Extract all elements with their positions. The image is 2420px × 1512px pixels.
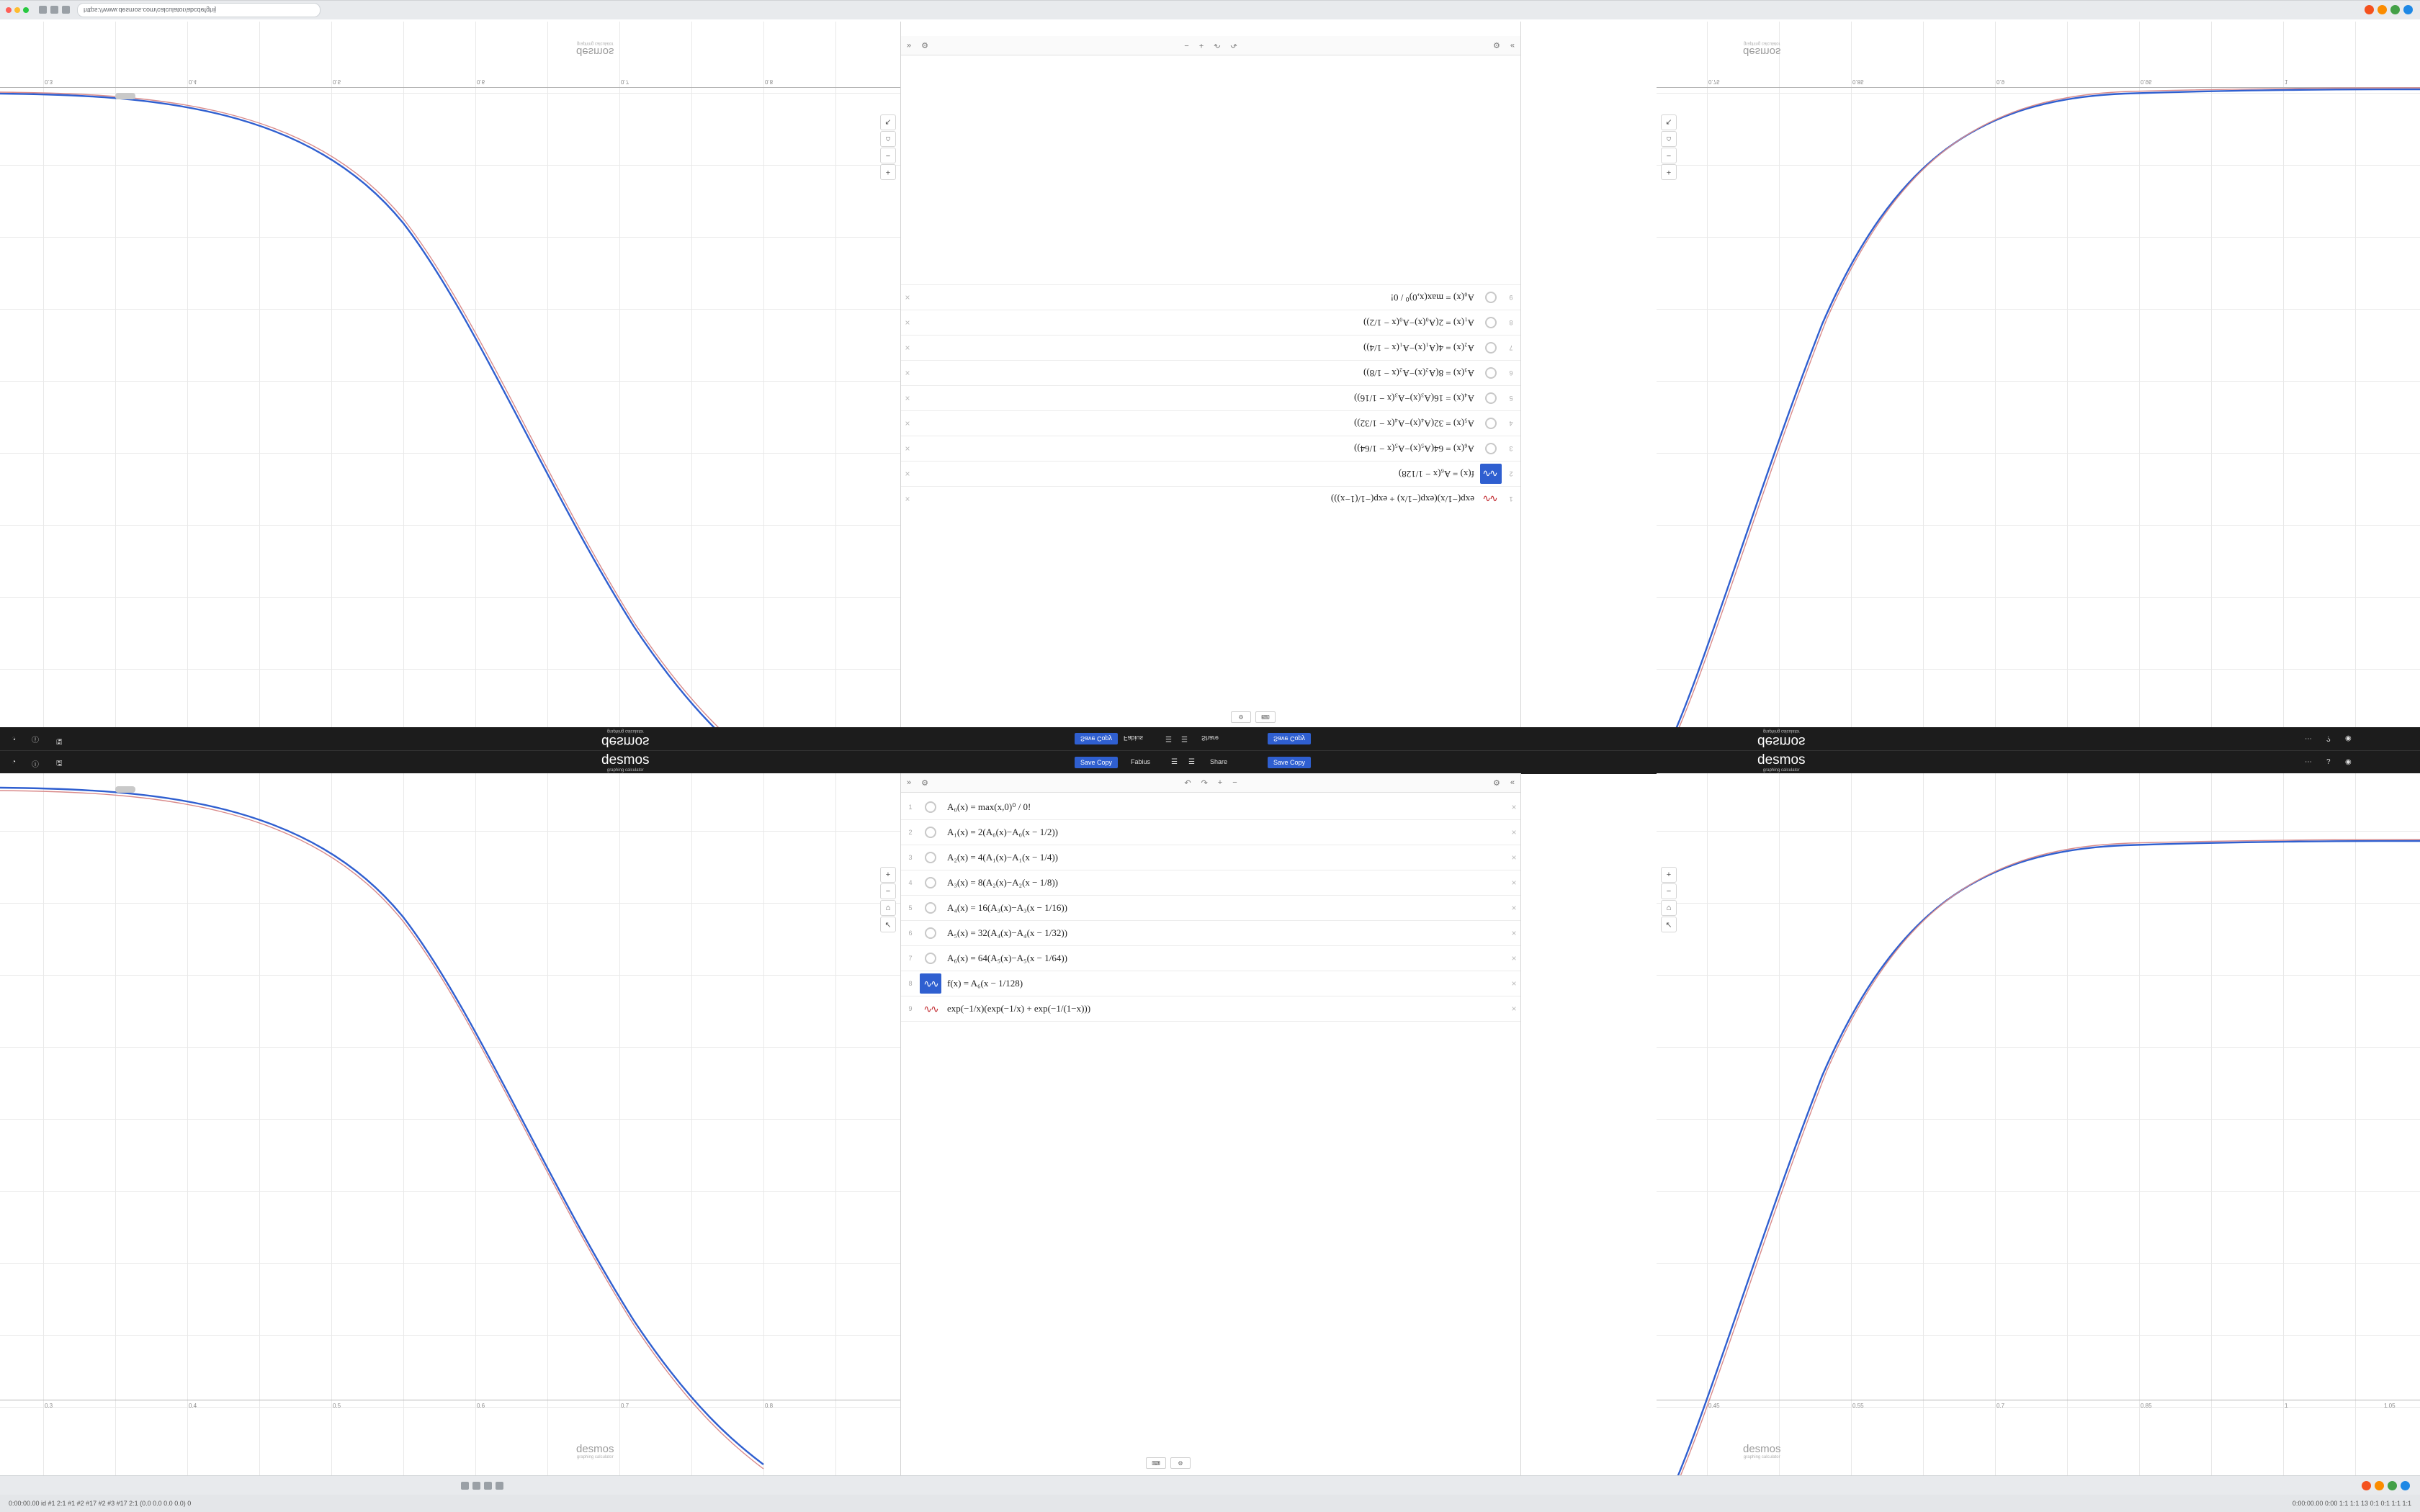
desmos-logo-right[interactable]: desmos graphing calculator — [1757, 729, 1806, 749]
desmos-logo-left[interactable]: desmos graphing calculator — [601, 729, 650, 749]
zoom-in-button[interactable]: + — [1217, 778, 1223, 787]
table-row[interactable] — [901, 870, 1520, 896]
table-row[interactable] — [901, 795, 1520, 820]
delete-expression-icon[interactable]: × — [905, 292, 910, 302]
top-browser-chrome — [0, 0, 2420, 19]
graph-tools-bottom-left[interactable] — [880, 867, 896, 932]
bottom-browser-chrome — [0, 1475, 2420, 1495]
circle-icon — [925, 953, 936, 964]
expression-math[interactable]: f(x) = A₆(x − 1/128) — [1398, 469, 1474, 480]
zoom-in-button[interactable]: + — [1198, 41, 1204, 50]
expression-math[interactable]: f(x) = A₆(x − 1/128) — [947, 978, 1023, 989]
row-index: 9 — [908, 1005, 913, 1012]
desmos-watermark-bottom-left: desmos graphing calculator — [576, 1443, 614, 1459]
save-icon[interactable]: 🖫 — [56, 737, 63, 745]
delete-expression-icon[interactable]: × — [905, 318, 910, 328]
row-index: 1 — [1509, 495, 1513, 503]
delete-expression-icon[interactable]: × — [905, 343, 910, 353]
expression-math[interactable]: A₂(x) = 4(A₁(x)−A₁(x − 1/4)) — [947, 852, 1059, 863]
table-row[interactable] — [901, 486, 1520, 511]
circle-icon — [1485, 418, 1497, 429]
graph-curves-top-right — [1657, 22, 2420, 727]
help-icon[interactable]: ? — [2326, 734, 2331, 742]
expression-panel-bottom[interactable] — [900, 773, 1521, 1479]
forward-icon — [472, 1482, 480, 1490]
fabius-label-left-2: Fabius — [1131, 758, 1151, 765]
expression-list-top[interactable] — [901, 284, 1520, 511]
black-bar-lower[interactable] — [0, 750, 2420, 774]
reload-icon — [62, 6, 70, 14]
desmos-watermark-bottom-right: desmos graphing calculator — [1743, 1443, 1781, 1459]
table-row[interactable] — [901, 461, 1520, 486]
table-row[interactable] — [901, 385, 1520, 410]
undo-icon[interactable]: ↶ — [1230, 40, 1237, 50]
row-index: 7 — [1509, 344, 1513, 351]
keyboard-icon[interactable]: ⌨ — [1255, 711, 1276, 723]
delete-expression-icon[interactable]: × — [905, 393, 910, 403]
delete-expression-icon[interactable]: × — [1511, 827, 1517, 837]
save-copy-button-right[interactable]: Save Copy — [1268, 733, 1311, 744]
delete-expression-icon[interactable]: × — [1511, 852, 1517, 863]
row-index: 5 — [1509, 395, 1513, 402]
footer-left-group[interactable] — [1493, 41, 1515, 50]
row-index: 4 — [1509, 420, 1513, 427]
zoom-out-button[interactable]: − — [1232, 778, 1237, 787]
desmos-watermark-top-left: desmos graphing calculator — [576, 41, 614, 58]
header-right-group[interactable] — [1493, 778, 1515, 788]
graph-panel-top-right[interactable] — [1657, 22, 2420, 727]
info-icon-2[interactable]: ⓘ — [32, 761, 39, 769]
grid-icon-left-2[interactable]: ☰ — [1188, 758, 1195, 766]
desmos-logo-right-2[interactable]: desmos graphing calculator — [1757, 752, 1806, 773]
table-row[interactable] — [901, 820, 1520, 845]
pointer-icon[interactable]: ↖ — [880, 114, 896, 130]
expression-marker[interactable] — [920, 795, 941, 819]
expression-math[interactable]: exp(−1/x)(exp(−1/x) + exp(−1/(1−x))) — [1330, 494, 1474, 505]
delete-expression-icon[interactable]: × — [1511, 953, 1517, 963]
window-menu-icon[interactable]: ⋯ — [2305, 734, 2312, 742]
expression-marker[interactable] — [1480, 436, 1502, 461]
row-index: 3 — [908, 854, 913, 861]
expression-marker[interactable] — [1480, 462, 1502, 486]
home-icon — [496, 1482, 503, 1490]
help-icon-2[interactable]: ? — [2326, 758, 2331, 766]
graph-curves-bottom-right — [1657, 773, 2420, 1479]
delete-expression-icon[interactable]: × — [905, 494, 910, 504]
graph-panel-top-left[interactable] — [0, 22, 900, 727]
graph-settings-icon[interactable]: ⚙ — [1231, 711, 1251, 723]
expression-header-top[interactable] — [1231, 711, 1276, 723]
bottom-toolbar-icons[interactable] — [2362, 1481, 2410, 1490]
home-icon[interactable]: ⌂ — [1661, 131, 1677, 147]
info-icon[interactable]: ⓘ — [32, 734, 39, 742]
pointer-icon[interactable]: ↖ — [1661, 917, 1677, 932]
extension-icon — [2365, 6, 2374, 15]
graph-grid-top-right: 0.75 0.85 0.9 0.95 1 — [1657, 22, 2420, 727]
expression-header-bottom[interactable] — [901, 773, 1520, 793]
circle-icon — [925, 877, 936, 888]
table-row[interactable] — [901, 946, 1520, 971]
bottom-nav-icons[interactable] — [461, 1482, 503, 1490]
account-icon[interactable]: ◉ — [2345, 734, 2352, 742]
graph-grid-bottom-left: 0.3 0.4 0.5 0.6 0.7 0.8 — [0, 773, 900, 1479]
table-row[interactable] — [901, 845, 1520, 870]
footer-center-group[interactable] — [1184, 41, 1237, 50]
wave-red-icon: ∿∿ — [923, 1002, 938, 1014]
row-index: 2 — [1509, 470, 1513, 477]
delete-expression-icon[interactable]: × — [905, 368, 910, 378]
row-index: 1 — [908, 804, 913, 811]
expression-math[interactable]: A₁(x) = 2(A₀(x)−A₀(x − 1/2)) — [947, 827, 1059, 837]
keyboard-icon[interactable]: ⌨ — [1146, 1457, 1166, 1469]
desmos-watermark-top-right: desmos graphing calculator — [1743, 41, 1781, 58]
graph-curves-bottom-left — [0, 773, 900, 1479]
table-row[interactable] — [901, 410, 1520, 436]
delete-expression-icon[interactable]: × — [1511, 802, 1517, 812]
zoom-in-icon[interactable]: + — [880, 164, 896, 180]
expand-icon[interactable]: » — [1510, 41, 1515, 50]
delete-expression-icon[interactable]: × — [1511, 1004, 1517, 1014]
back-icon — [461, 1482, 469, 1490]
toolbar-icons-right[interactable] — [2365, 6, 2413, 15]
table-row[interactable] — [901, 436, 1520, 461]
save-icon-2[interactable]: 🖫 — [56, 760, 63, 768]
row-index: 5 — [908, 904, 913, 912]
expression-math[interactable]: A₁(x) = 2(A₀(x)−A₀(x − 1/2)) — [1363, 318, 1474, 328]
settings-icon[interactable]: ⚙ — [921, 778, 928, 788]
zoom-in-icon[interactable]: + — [880, 867, 896, 883]
expression-marker[interactable] — [920, 946, 941, 971]
table-row[interactable] — [901, 284, 1520, 310]
extension-icon — [2362, 1481, 2371, 1490]
expression-math[interactable]: A₀(x) = max(x,0)⁰ / 0! — [1390, 292, 1474, 303]
circle-icon — [1485, 443, 1497, 454]
window-controls[interactable] — [6, 7, 29, 13]
graph-settings-icon[interactable]: ⚙ — [1493, 778, 1500, 788]
footer-right-group[interactable] — [907, 41, 928, 50]
expression-marker[interactable] — [1480, 386, 1502, 410]
collapse-icon[interactable]: « — [1510, 778, 1515, 787]
expression-marker[interactable] — [1480, 411, 1502, 436]
graph-tools-top-right[interactable] — [1661, 114, 1677, 180]
expression-math[interactable]: exp(−1/x)(exp(−1/x) + exp(−1/(1−x))) — [947, 1003, 1091, 1014]
delete-expression-icon[interactable]: × — [1511, 903, 1517, 913]
expression-footer-bottom[interactable] — [1146, 1457, 1191, 1469]
expression-math[interactable]: A₄(x) = 16(A₃(x)−A₃(x − 1/16)) — [947, 902, 1068, 913]
expression-math[interactable]: A₃(x) = 8(A₂(x)−A₂(x − 1/8)) — [1363, 368, 1474, 379]
wave-red-icon: ∿∿ — [1484, 493, 1498, 505]
black-bar-upper-inner — [0, 727, 2420, 750]
expression-math[interactable]: A₆(x) = 64(A₅(x)−A₅(x − 1/64)) — [1353, 444, 1474, 454]
zoom-in-icon[interactable]: + — [1661, 867, 1677, 883]
table-row[interactable] — [901, 335, 1520, 360]
circle-icon — [925, 902, 936, 914]
graph-panel-bottom-right[interactable] — [1657, 773, 2420, 1479]
list-icon-left[interactable]: ☰ — [1165, 734, 1172, 742]
expression-math[interactable]: A₃(x) = 8(A₂(x)−A₂(x − 1/8)) — [947, 877, 1059, 888]
back-icon — [39, 6, 47, 14]
row-index: 6 — [1509, 369, 1513, 377]
zoom-in-icon[interactable]: + — [1661, 164, 1677, 180]
row-index: 7 — [908, 955, 913, 962]
graph-settings-icon[interactable]: ⚙ — [921, 40, 928, 50]
expression-math[interactable]: A₅(x) = 32(A₄(x)−A₄(x − 1/32)) — [947, 927, 1068, 938]
address-bar[interactable] — [77, 3, 321, 17]
table-row[interactable] — [901, 310, 1520, 335]
share-label-left-2: Share — [1210, 758, 1228, 765]
home-icon[interactable]: ⌂ — [880, 900, 896, 916]
circle-icon — [1485, 317, 1497, 328]
expression-marker[interactable] — [1480, 336, 1502, 360]
save-copy-button-left[interactable]: Save Copy — [1075, 733, 1118, 744]
black-bar-lower-inner — [0, 751, 2420, 774]
expand-icon[interactable]: » — [907, 778, 912, 787]
status-right: 0:00:00.00 0:00 1:1 1:1 13 0:1 0:1 1:1 1:1 — [2292, 1500, 2411, 1507]
redo-icon[interactable]: ↷ — [1214, 40, 1221, 50]
clock-icon-2[interactable]: ◔ — [12, 758, 17, 766]
row-index: 9 — [1509, 294, 1513, 301]
expression-math[interactable]: A₀(x) = max(x,0)⁰ / 0! — [947, 801, 1031, 812]
row-index: 8 — [908, 980, 913, 987]
bookmark-icon — [2401, 1481, 2410, 1490]
circle-icon — [925, 801, 936, 813]
expression-marker[interactable] — [1480, 361, 1502, 385]
forward-icon — [50, 6, 58, 14]
graph-curves-top-left — [0, 22, 900, 727]
circle-icon — [925, 927, 936, 939]
circle-icon — [1485, 292, 1497, 303]
zoom-out-button[interactable]: − — [1184, 41, 1189, 50]
graph-tools-top-left[interactable] — [880, 114, 896, 180]
table-row[interactable] — [901, 896, 1520, 921]
reload-icon — [484, 1482, 492, 1490]
expression-marker[interactable] — [920, 820, 941, 845]
bookmark-icon — [2403, 6, 2413, 15]
expression-list-bottom[interactable] — [901, 795, 1520, 1022]
delete-expression-icon[interactable]: × — [1511, 978, 1517, 989]
expression-marker[interactable] — [920, 870, 941, 895]
expression-marker[interactable] — [1480, 487, 1502, 511]
expression-marker[interactable] — [1480, 285, 1502, 310]
menu-icon — [2390, 6, 2400, 15]
status-left: 0:00:00.00 id #1 2:1 #1 #2 #17 #2 #3 #17 2:1 (0.0 0.0 0.0 0.0) 0 — [9, 1500, 192, 1507]
header-left-group[interactable] — [907, 778, 928, 788]
delete-expression-icon[interactable]: × — [1511, 928, 1517, 938]
expression-footer-top[interactable] — [901, 36, 1520, 55]
share-label-left: Share — [1201, 734, 1219, 742]
expression-marker[interactable] — [920, 845, 941, 870]
table-row[interactable] — [901, 971, 1520, 996]
desmos-logo-left-2[interactable]: desmos graphing calculator — [601, 752, 650, 773]
wave-blue-icon: ∿∿ — [1480, 464, 1502, 484]
row-index: 6 — [908, 930, 913, 937]
undo-icon[interactable]: ↶ — [1184, 778, 1191, 788]
delete-expression-icon[interactable]: × — [905, 418, 910, 428]
black-bar-upper[interactable] — [0, 727, 2420, 750]
status-bar — [0, 1495, 2420, 1512]
graph-settings-icon[interactable]: ⚙ — [1170, 1457, 1191, 1469]
account-icon-2[interactable]: ◉ — [2345, 758, 2352, 766]
zoom-out-icon[interactable]: − — [1661, 883, 1677, 899]
nav-icons[interactable] — [39, 6, 70, 14]
table-row[interactable] — [901, 921, 1520, 946]
zoom-out-icon[interactable]: − — [880, 148, 896, 163]
zoom-out-icon[interactable]: − — [880, 883, 896, 899]
clock-icon[interactable]: ◔ — [12, 734, 17, 742]
address-bar-text: https://www.desmos.com/calculator/abcdefghij — [84, 6, 217, 14]
table-row[interactable] — [901, 996, 1520, 1022]
save-copy-button-right-2[interactable]: Save Copy — [1268, 757, 1311, 768]
table-row[interactable] — [901, 360, 1520, 385]
delete-expression-icon[interactable]: × — [1511, 878, 1517, 888]
expression-math[interactable]: A₂(x) = 4(A₁(x)−A₁(x − 1/4)) — [1363, 343, 1474, 354]
zoom-out-icon[interactable]: − — [1661, 148, 1677, 163]
header-center-group[interactable] — [1184, 778, 1237, 788]
expression-marker[interactable] — [920, 996, 941, 1021]
wave-blue-icon: ∿∿ — [920, 973, 941, 994]
save-copy-button-left-2[interactable]: Save Copy — [1075, 757, 1118, 768]
circle-icon — [1485, 342, 1497, 354]
expression-math[interactable]: A₄(x) = 16(A₃(x)−A₃(x − 1/16)) — [1353, 393, 1474, 404]
graph-panel-bottom-left[interactable] — [0, 773, 900, 1479]
expression-marker[interactable] — [1480, 310, 1502, 335]
expression-marker[interactable] — [920, 921, 941, 945]
fabius-label-left: Fabius — [1124, 734, 1144, 742]
menu-icon — [2388, 1481, 2397, 1490]
row-index: 8 — [1509, 319, 1513, 326]
home-icon[interactable]: ⌂ — [1661, 900, 1677, 916]
delete-expression-icon[interactable]: × — [905, 444, 910, 454]
profile-icon — [2375, 1481, 2384, 1490]
settings-icon[interactable]: ⚙ — [1493, 40, 1500, 50]
circle-icon — [925, 827, 936, 838]
graph-grid-top-left: 0.3 0.4 0.5 0.6 0.7 0.8 — [0, 22, 900, 727]
row-index: 2 — [908, 829, 913, 836]
pointer-icon[interactable]: ↖ — [880, 917, 896, 932]
profile-icon — [2378, 6, 2387, 15]
pointer-icon[interactable]: ↖ — [1661, 114, 1677, 130]
graph-grid-bottom-right: 0.45 0.55 0.7 0.85 1 1.05 — [1657, 773, 2420, 1479]
grid-icon-left[interactable]: ☰ — [1181, 734, 1188, 742]
circle-icon — [925, 852, 936, 863]
expression-panel-top[interactable] — [900, 22, 1521, 727]
row-index: 3 — [1509, 445, 1513, 452]
window-menu-icon-2[interactable]: ⋯ — [2305, 758, 2312, 766]
expression-marker[interactable] — [920, 971, 941, 996]
delete-expression-icon[interactable]: × — [905, 469, 910, 479]
redo-icon[interactable]: ↷ — [1201, 778, 1208, 788]
expression-math[interactable]: A₆(x) = 64(A₅(x)−A₅(x − 1/64)) — [947, 953, 1068, 963]
home-icon[interactable]: ⌂ — [880, 131, 896, 147]
expression-math[interactable]: A₅(x) = 32(A₄(x)−A₄(x − 1/32)) — [1353, 418, 1474, 429]
expression-marker[interactable] — [920, 896, 941, 920]
row-index: 4 — [908, 879, 913, 886]
circle-icon — [1485, 392, 1497, 404]
graph-tools-bottom-right[interactable] — [1661, 867, 1677, 932]
list-icon-left-2[interactable]: ☰ — [1171, 758, 1178, 766]
collapse-icon[interactable]: « — [907, 41, 912, 50]
circle-icon — [1485, 367, 1497, 379]
